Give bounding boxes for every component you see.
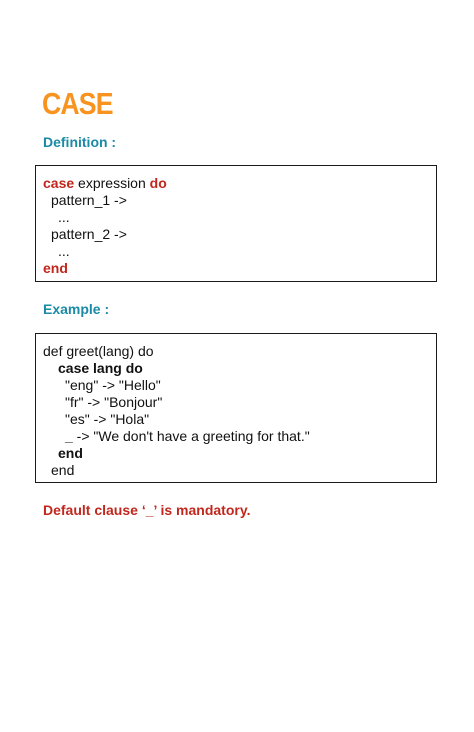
keyword: case (43, 175, 75, 191)
code-line: ... (58, 243, 70, 259)
definition-code-box (35, 165, 437, 282)
code-line: "eng" -> "Hello" (65, 377, 161, 393)
code-line (65, 428, 310, 445)
code-line: def greet(lang) do (43, 343, 154, 359)
wildcard-pattern: _ (65, 428, 73, 444)
code-line: end (51, 462, 75, 478)
code-line (43, 175, 167, 192)
code-line: pattern_1 -> (51, 192, 127, 208)
keyword: do (149, 175, 167, 191)
mandatory-note: Default clause ‘_’ is mandatory. (43, 502, 251, 518)
page-title: CASE (42, 86, 113, 121)
example-code-box (35, 333, 437, 483)
code-text: -> "We don't have a greeting for that." (72, 428, 310, 444)
code-line: "fr" -> "Bonjour" (65, 394, 163, 410)
code-line: end (43, 260, 68, 276)
code-line: ... (58, 209, 70, 225)
definition-heading: Definition : (43, 134, 117, 150)
code-line: "es" -> "Hola" (65, 411, 150, 427)
example-heading: Example : (43, 301, 110, 317)
code-line: end (58, 445, 83, 461)
code-line: pattern_2 -> (51, 226, 127, 242)
code-text: expression (74, 175, 150, 191)
code-line: case lang do (58, 360, 143, 376)
